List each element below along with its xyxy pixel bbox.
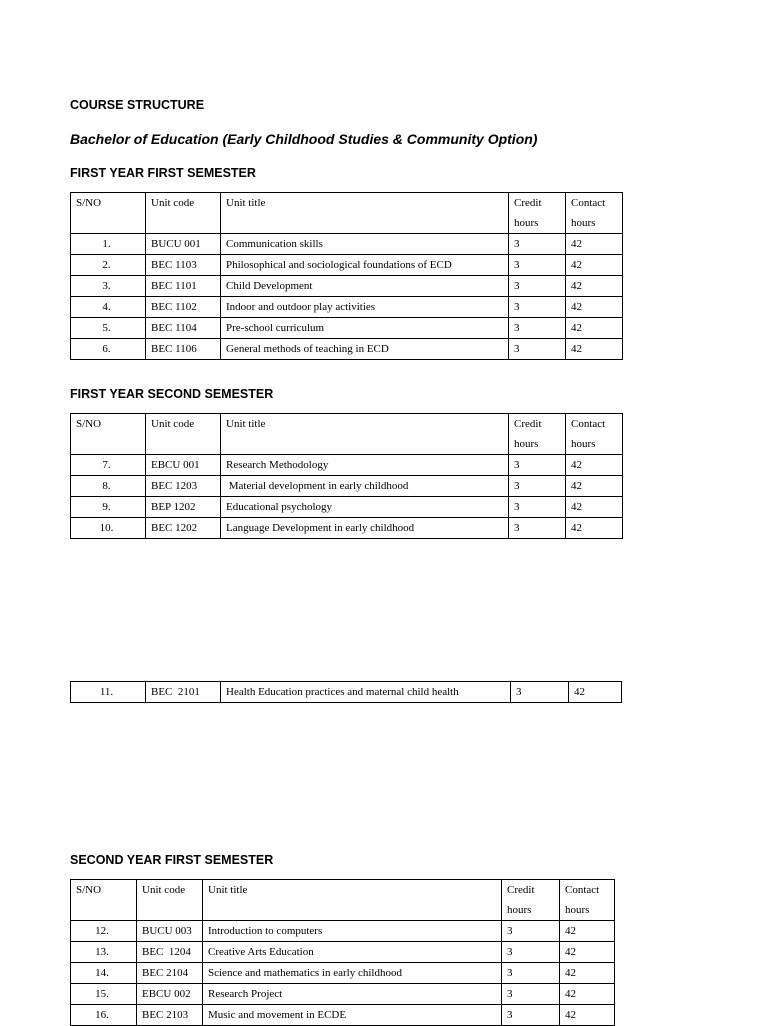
- table-header-row: [71, 193, 623, 234]
- table-row: [71, 276, 623, 297]
- cell-unit-code: EBCU 002: [137, 984, 203, 1005]
- course-table-y1s1: [70, 192, 623, 360]
- cell-contact-hours: 42: [566, 276, 623, 297]
- cell-sno: 6.: [71, 339, 146, 360]
- document-subtitle: Bachelor of Education (Early Childhood Studies & Community Option): [70, 131, 538, 147]
- cell-unit-title: Child Development: [221, 276, 509, 297]
- cell-contact-hours: 42: [560, 942, 615, 963]
- cell-sno: 12.: [71, 921, 137, 942]
- cell-unit-title: Research Project: [203, 984, 502, 1005]
- cell-sno: 8.: [71, 476, 146, 497]
- cell-contact-hours: 42: [566, 234, 623, 255]
- header-contact-hours: Contact hours: [560, 880, 615, 921]
- cell-sno: 7.: [71, 455, 146, 476]
- cell-unit-title: Research Methodology: [221, 455, 509, 476]
- section-heading-y1s2: FIRST YEAR SECOND SEMESTER: [70, 387, 274, 401]
- cell-unit-title: Educational psychology: [221, 497, 509, 518]
- cell-contact-hours: 42: [566, 497, 623, 518]
- cell-sno: 5.: [71, 318, 146, 339]
- header-unit-title: Unit title: [221, 414, 509, 455]
- header-contact-hours: Contact hours: [566, 414, 623, 455]
- cell-contact-hours: 42: [566, 455, 623, 476]
- document-title: COURSE STRUCTURE: [70, 98, 205, 112]
- cell-unit-title: General methods of teaching in ECD: [221, 339, 509, 360]
- cell-sno: 2.: [71, 255, 146, 276]
- cell-contact-hours: 42: [560, 963, 615, 984]
- header-credit-hours: Credit hours: [509, 193, 566, 234]
- course-table-row-11: [70, 681, 622, 703]
- cell-unit-code: BEC 1104: [146, 318, 221, 339]
- cell-contact-hours: 42: [566, 297, 623, 318]
- table-row: [71, 984, 615, 1005]
- cell-unit-code: BEC 1103: [146, 255, 221, 276]
- header-contact-hours: Contact hours: [566, 193, 623, 234]
- cell-credit-hours: 3: [502, 963, 560, 984]
- table-row: [71, 518, 623, 539]
- cell-credit-hours: 3: [509, 476, 566, 497]
- cell-credit-hours: 3: [509, 255, 566, 276]
- cell-contact-hours: 42: [566, 339, 623, 360]
- cell-unit-code: BUCU 003: [137, 921, 203, 942]
- cell-unit-title: Health Education practices and maternal child health: [221, 682, 511, 703]
- table-row: [71, 1005, 615, 1026]
- table-row: [71, 339, 623, 360]
- cell-unit-title: Introduction to computers: [203, 921, 502, 942]
- cell-unit-code: BEC 2103: [137, 1005, 203, 1026]
- table-row: [71, 318, 623, 339]
- cell-sno: 3.: [71, 276, 146, 297]
- cell-contact-hours: 42: [566, 476, 623, 497]
- cell-unit-title: Science and mathematics in early childhood: [203, 963, 502, 984]
- cell-contact-hours: 42: [566, 318, 623, 339]
- cell-sno: 15.: [71, 984, 137, 1005]
- section-heading-y2s1: SECOND YEAR FIRST SEMESTER: [70, 853, 274, 867]
- cell-unit-title: Indoor and outdoor play activities: [221, 297, 509, 318]
- header-unit-code: Unit code: [146, 193, 221, 234]
- table-header-row: [71, 414, 623, 455]
- course-table-y2s1: [70, 879, 615, 1026]
- table-row: [71, 682, 622, 703]
- cell-contact-hours: 42: [560, 1005, 615, 1026]
- cell-sno: 16.: [71, 1005, 137, 1026]
- header-unit-code: Unit code: [146, 414, 221, 455]
- cell-credit-hours: 3: [509, 276, 566, 297]
- course-table-y1s2: [70, 413, 623, 539]
- cell-credit-hours: 3: [502, 1005, 560, 1026]
- table-row: [71, 234, 623, 255]
- cell-unit-code: BUCU 001: [146, 234, 221, 255]
- header-sno: S/NO: [71, 880, 137, 921]
- cell-unit-code: BEC 1202: [146, 518, 221, 539]
- cell-credit-hours: 3: [509, 339, 566, 360]
- header-credit-hours: Credit hours: [509, 414, 566, 455]
- cell-contact-hours: 42: [560, 984, 615, 1005]
- table-row: [71, 963, 615, 984]
- header-unit-title: Unit title: [203, 880, 502, 921]
- cell-credit-hours: 3: [502, 942, 560, 963]
- cell-unit-title: Music and movement in ECDE: [203, 1005, 502, 1026]
- cell-contact-hours: 42: [560, 921, 615, 942]
- cell-unit-code: BEC 1101: [146, 276, 221, 297]
- table-row: [71, 455, 623, 476]
- header-sno: S/NO: [71, 414, 146, 455]
- cell-unit-code: BEC 1106: [146, 339, 221, 360]
- header-unit-code: Unit code: [137, 880, 203, 921]
- cell-credit-hours: 3: [509, 297, 566, 318]
- cell-unit-code: BEC 2101: [146, 682, 221, 703]
- cell-sno: 11.: [71, 682, 146, 703]
- cell-sno: 9.: [71, 497, 146, 518]
- cell-sno: 14.: [71, 963, 137, 984]
- table-row: [71, 942, 615, 963]
- table-row: [71, 476, 623, 497]
- cell-sno: 13.: [71, 942, 137, 963]
- cell-unit-code: BEC 1102: [146, 297, 221, 318]
- cell-unit-title: Communication skills: [221, 234, 509, 255]
- header-sno: S/NO: [71, 193, 146, 234]
- cell-contact-hours: 42: [566, 255, 623, 276]
- cell-credit-hours: 3: [502, 984, 560, 1005]
- cell-unit-code: BEP 1202: [146, 497, 221, 518]
- cell-unit-code: BEC 1203: [146, 476, 221, 497]
- cell-credit-hours: 3: [509, 497, 566, 518]
- header-unit-title: Unit title: [221, 193, 509, 234]
- cell-unit-code: BEC 2104: [137, 963, 203, 984]
- cell-sno: 10.: [71, 518, 146, 539]
- header-credit-hours: Credit hours: [502, 880, 560, 921]
- table-row: [71, 297, 623, 318]
- cell-unit-title: Language Development in early childhood: [221, 518, 509, 539]
- cell-unit-title: Material development in early childhood: [221, 476, 509, 497]
- table-row: [71, 497, 623, 518]
- cell-credit-hours: 3: [502, 921, 560, 942]
- table-row: [71, 255, 623, 276]
- section-heading-y1s1: FIRST YEAR FIRST SEMESTER: [70, 166, 256, 180]
- cell-credit-hours: 3: [509, 318, 566, 339]
- cell-sno: 4.: [71, 297, 146, 318]
- cell-credit-hours: 3: [509, 518, 566, 539]
- table-header-row: [71, 880, 615, 921]
- cell-unit-code: EBCU 001: [146, 455, 221, 476]
- cell-credit-hours: 3: [511, 682, 569, 703]
- table-row: [71, 921, 615, 942]
- cell-unit-title: Pre-school curriculum: [221, 318, 509, 339]
- cell-credit-hours: 3: [509, 455, 566, 476]
- cell-credit-hours: 3: [509, 234, 566, 255]
- cell-contact-hours: 42: [569, 682, 622, 703]
- cell-unit-title: Creative Arts Education: [203, 942, 502, 963]
- cell-contact-hours: 42: [566, 518, 623, 539]
- cell-unit-title: Philosophical and sociological foundations of ECD: [221, 255, 509, 276]
- cell-unit-code: BEC 1204: [137, 942, 203, 963]
- cell-sno: 1.: [71, 234, 146, 255]
